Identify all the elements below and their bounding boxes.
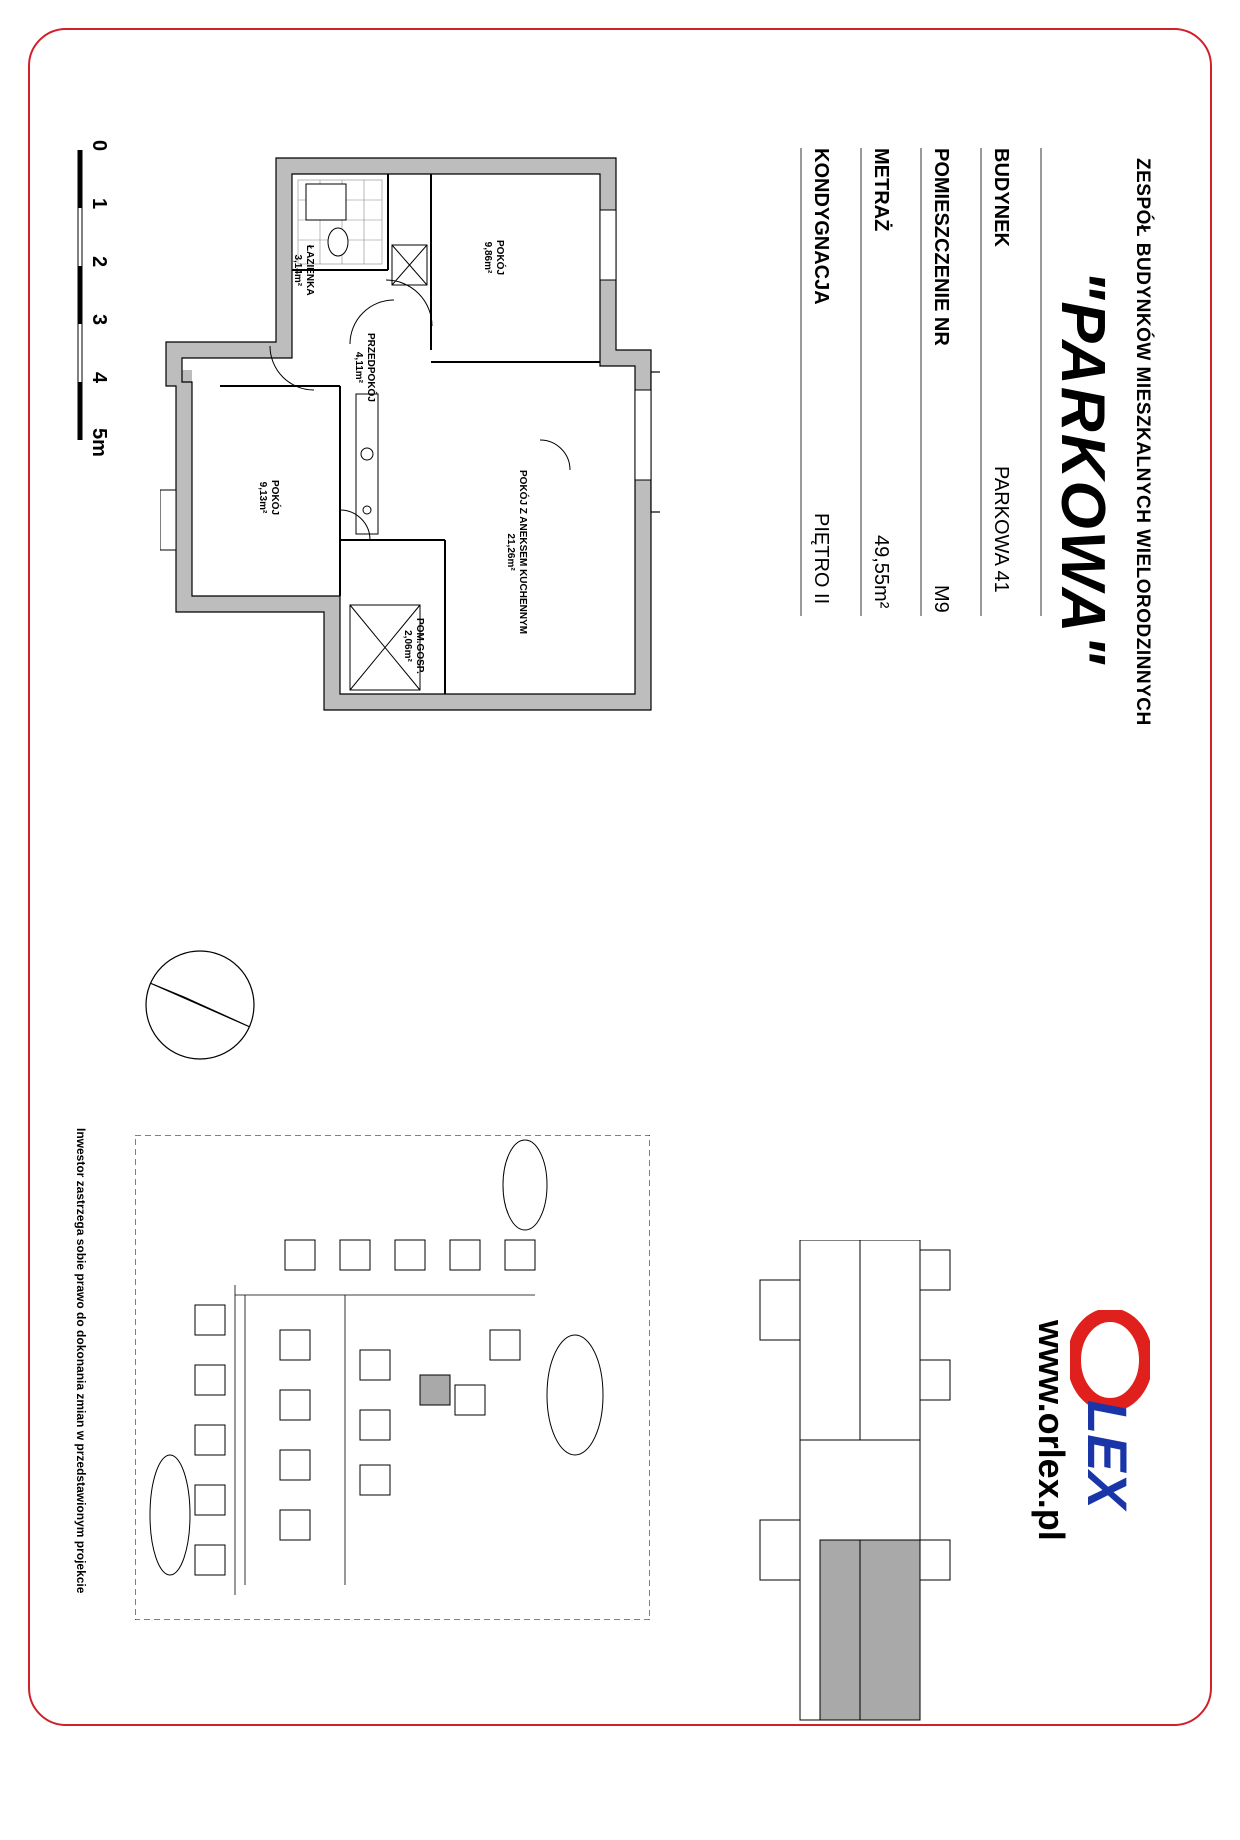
room-area: 4,11m² [353, 351, 364, 384]
label-pomieszczenie: POMIESZCZENIE NR [930, 148, 952, 346]
investor-note: Inwestor zastrzega sobie prawo do dokonania zmian w przedstawionym projekcie [74, 1128, 88, 1594]
scale-tick: 2 [88, 256, 110, 268]
scale-tick: 1 [88, 198, 110, 210]
divider [980, 148, 982, 616]
north-arrow-icon [140, 945, 260, 1065]
room-name: POKÓJ [494, 240, 505, 276]
room-name: POKÓJ Z ANEKSEM KUCHENNYM [517, 470, 528, 635]
website-url[interactable]: www.orlex.pl [1031, 1320, 1072, 1541]
value-kondygnacja: PIĘTRO II [810, 513, 832, 605]
room-area: 9,13m² [257, 481, 268, 514]
room-pokoj-2 [256, 480, 280, 515]
room-name: PRZEDPOKÓJ [365, 333, 376, 402]
room-pokoj-1 [481, 240, 505, 275]
room-area: 21,26m² [505, 533, 516, 571]
site-plan [135, 1135, 650, 1620]
divider [1040, 148, 1042, 616]
project-title: "PARKOWA" [1048, 270, 1117, 666]
room-area: 9,86m² [482, 241, 493, 274]
divider [920, 148, 922, 616]
building-plan [740, 1240, 960, 1840]
divider [800, 148, 802, 616]
label-kondygnacja: KONDYGNACJA [810, 148, 832, 305]
room-name: POKÓJ [269, 480, 280, 516]
label-budynek: BUDYNEK [990, 148, 1012, 247]
room-przedpokoj [352, 333, 376, 402]
room-gosp [401, 618, 425, 674]
scale-tick: 3 [88, 314, 110, 326]
room-area: 3,14m² [292, 254, 303, 287]
svg-text:LEX: LEX [1076, 1400, 1139, 1509]
room-salon [504, 470, 528, 634]
scale-bar [70, 150, 90, 440]
orlex-logo [1070, 1310, 1150, 1610]
value-pomieszczenie: M9 [930, 585, 952, 613]
room-area: 2,06m² [402, 630, 413, 662]
room-name: POM.GOSP. [414, 618, 425, 674]
scale-tick: 5m [88, 428, 110, 457]
room-lazienka [291, 245, 315, 296]
complex-title: ZESPÓŁ BUDYNKÓW MIESZKALNYCH WIELORODZINNYCH [1132, 158, 1153, 726]
value-metraz: 49,55m² [870, 535, 892, 609]
room-name: ŁAZIENKA [304, 245, 315, 296]
value-budynek: PARKOWA 41 [990, 466, 1012, 593]
scale-tick: 0 [88, 140, 110, 152]
scale-tick: 4 [88, 372, 110, 384]
divider [860, 148, 862, 616]
label-metraz: METRAŻ [870, 148, 892, 232]
